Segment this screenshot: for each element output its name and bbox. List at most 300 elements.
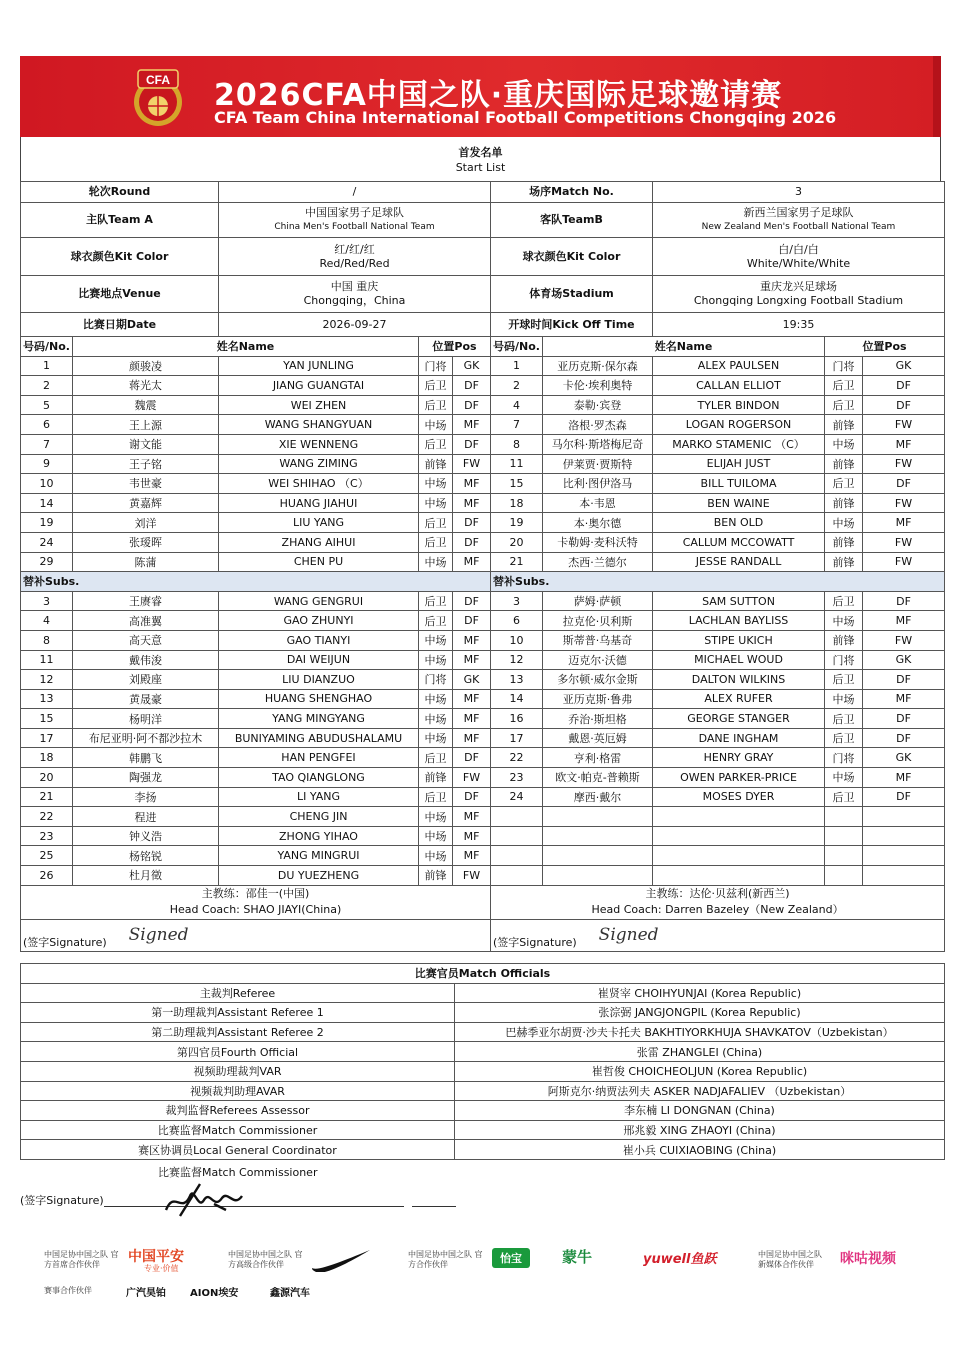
table-row bbox=[21, 434, 945, 454]
player-name-en-a: WANG SHANGYUAN bbox=[219, 415, 419, 435]
player-number-a: 18 bbox=[21, 748, 73, 768]
coach-row bbox=[21, 885, 945, 919]
player-pos-en-b: DF bbox=[863, 376, 945, 396]
player-pos-cn-a: 前锋 bbox=[419, 866, 453, 886]
player-name-cn-a: 刘洋 bbox=[73, 513, 219, 533]
player-name-en-a: LIU DIANZUO bbox=[219, 670, 419, 690]
player-name-en-a: DU YUEZHENG bbox=[219, 866, 419, 886]
player-pos-en-a: DF bbox=[453, 513, 491, 533]
start-list-heading bbox=[20, 137, 941, 181]
player-pos-en-a: MF bbox=[453, 415, 491, 435]
official-row bbox=[21, 1081, 945, 1101]
player-name-en-a: ZHANG AIHUI bbox=[219, 532, 419, 552]
officials-body bbox=[21, 964, 945, 1160]
player-name-cn-b: 斯蒂普·乌基奇 bbox=[543, 630, 653, 650]
player-number-b bbox=[491, 846, 543, 866]
player-name-cn-b: 伊莱贾·贾斯特 bbox=[543, 454, 653, 474]
player-name-en-b: LACHLAN BAYLISS bbox=[653, 611, 825, 631]
player-number-a: 20 bbox=[21, 768, 73, 788]
officials-title: 比赛官员Match Officials bbox=[21, 964, 945, 984]
official-role: 视频助理裁判VAR bbox=[21, 1061, 455, 1081]
official-row bbox=[21, 1042, 945, 1062]
player-number-b: 19 bbox=[491, 513, 543, 533]
player-number-b: 22 bbox=[491, 748, 543, 768]
player-name-en-a: WANG ZIMING bbox=[219, 454, 419, 474]
official-row bbox=[21, 1061, 945, 1081]
kit-a-cn: 红/红/红 bbox=[334, 242, 375, 256]
sponsor-cestbon: 怡宝 bbox=[492, 1248, 530, 1268]
player-name-cn-b: 卡勒姆·麦科沃特 bbox=[543, 532, 653, 552]
table-row bbox=[21, 532, 945, 552]
signature-a bbox=[21, 919, 491, 951]
official-role: 主裁判Referee bbox=[21, 983, 455, 1003]
player-number-a: 14 bbox=[21, 493, 73, 513]
signature-row bbox=[21, 919, 945, 951]
team-a-cn: 中国国家男子足球队 bbox=[305, 206, 404, 219]
player-pos-en-a: MF bbox=[453, 807, 491, 827]
player-name-cn-b: 本·奥尔德 bbox=[543, 513, 653, 533]
official-row bbox=[21, 1140, 945, 1160]
player-name-en-b: HENRY GRAY bbox=[653, 748, 825, 768]
official-row bbox=[21, 1003, 945, 1023]
player-pos-cn-a: 后卫 bbox=[419, 513, 453, 533]
player-number-a: 22 bbox=[21, 807, 73, 827]
player-name-en-a: YAN JUNLING bbox=[219, 356, 419, 376]
player-pos-cn-b: 中场 bbox=[825, 689, 863, 709]
coach-en-b: Head Coach: Darren Bazeley（New Zealand） bbox=[591, 903, 844, 917]
player-number-b: 21 bbox=[491, 552, 543, 572]
official-name: 阿斯克尔·纳贾法列夫 ASKER NADJAFALIEV （Uzbekistan） bbox=[455, 1081, 945, 1101]
stadium-cn: 重庆龙兴足球场 bbox=[760, 280, 837, 293]
subs-label-b: 替补Subs. bbox=[491, 572, 945, 592]
player-pos-en-b: GK bbox=[863, 356, 945, 376]
player-number-b: 10 bbox=[491, 630, 543, 650]
player-pos-cn-a: 中场 bbox=[419, 552, 453, 572]
team-a-en: China Men's Football National Team bbox=[274, 222, 435, 232]
player-number-b: 2 bbox=[491, 376, 543, 396]
player-pos-cn-b: 后卫 bbox=[825, 709, 863, 729]
player-pos-en-a: DF bbox=[453, 376, 491, 396]
player-pos-cn-b: 前锋 bbox=[825, 552, 863, 572]
player-name-cn-a: 钟义浩 bbox=[73, 826, 219, 846]
signature-label-b: (签字Signature) bbox=[493, 935, 577, 949]
player-pos-cn-b bbox=[825, 866, 863, 886]
player-pos-cn-b: 中场 bbox=[825, 513, 863, 533]
player-pos-en-a: GK bbox=[453, 670, 491, 690]
table-row bbox=[21, 807, 945, 827]
player-pos-en-b bbox=[863, 866, 945, 886]
player-name-en-b: CALLUM MCCOWATT bbox=[653, 532, 825, 552]
player-pos-en-b: DF bbox=[863, 474, 945, 494]
player-pos-cn-a: 门将 bbox=[419, 670, 453, 690]
player-name-en-a: LI YANG bbox=[219, 787, 419, 807]
player-pos-cn-b: 前锋 bbox=[825, 415, 863, 435]
player-number-a: 2 bbox=[21, 376, 73, 396]
venue-label: 比赛地点Venue bbox=[21, 276, 219, 313]
player-name-cn-b: 亨利·格雷 bbox=[543, 748, 653, 768]
kickoff-label: 开球时间Kick Off Time bbox=[491, 313, 653, 337]
sponsor-yuwell: yuwell鱼跃 bbox=[643, 1252, 717, 1267]
player-name-en-a: GAO TIANYI bbox=[219, 630, 419, 650]
coach-cn-a: 主教练：邵佳一(中国) bbox=[201, 887, 310, 901]
player-name-cn-b: 亚历克斯·鲁弗 bbox=[543, 689, 653, 709]
match-info-table bbox=[20, 181, 945, 337]
player-name-cn-a: 王子铭 bbox=[73, 454, 219, 474]
player-pos-cn-b: 中场 bbox=[825, 434, 863, 454]
player-pos-cn-a: 中场 bbox=[419, 846, 453, 866]
player-pos-en-a: DF bbox=[453, 591, 491, 611]
table-row bbox=[21, 513, 945, 533]
player-pos-cn-b: 门将 bbox=[825, 356, 863, 376]
player-name-cn-b: 泰勒·宾登 bbox=[543, 395, 653, 415]
player-name-en-b: DALTON WILKINS bbox=[653, 670, 825, 690]
player-number-b: 13 bbox=[491, 670, 543, 690]
cfa-logo-icon bbox=[130, 68, 186, 130]
player-name-cn-b: 摩西·戴尔 bbox=[543, 787, 653, 807]
player-name-cn-a: 高天意 bbox=[73, 630, 219, 650]
player-pos-cn-a: 后卫 bbox=[419, 748, 453, 768]
official-name: 巴赫季亚尔胡贾·沙夫卡托夫 BAKHTIYORKHUJA SHAVKATOV（Uzbekistan） bbox=[455, 1022, 945, 1042]
player-number-b: 24 bbox=[491, 787, 543, 807]
match-no-label: 场序Match No. bbox=[491, 182, 653, 203]
official-name: 张雷 ZHANGLEI (China) bbox=[455, 1042, 945, 1062]
player-pos-cn-b: 后卫 bbox=[825, 728, 863, 748]
title-cn: 2026CFA中国之队·重庆国际足球邀请赛 bbox=[214, 78, 783, 113]
player-name-en-b bbox=[653, 807, 825, 827]
col-name-a: 姓名Name bbox=[73, 337, 419, 357]
subs-header-row bbox=[21, 572, 945, 592]
player-name-en-b: MICHAEL WOUD bbox=[653, 650, 825, 670]
sponsor-aion: AION埃安 bbox=[190, 1288, 239, 1299]
player-name-en-b: BEN WAINE bbox=[653, 493, 825, 513]
player-number-b: 7 bbox=[491, 415, 543, 435]
player-number-a: 25 bbox=[21, 846, 73, 866]
table-row bbox=[21, 474, 945, 494]
player-name-cn-a: 黄晟豪 bbox=[73, 689, 219, 709]
player-name-en-b: SAM SUTTON bbox=[653, 591, 825, 611]
player-name-cn-a: 魏震 bbox=[73, 395, 219, 415]
player-name-en-a: WANG GENGRUI bbox=[219, 591, 419, 611]
stadium-en: Chongqing Longxing Football Stadium bbox=[693, 294, 904, 307]
coach-cn-b: 主教练：达伦·贝兹利(新西兰) bbox=[645, 887, 790, 901]
player-pos-cn-b: 前锋 bbox=[825, 454, 863, 474]
player-name-en-b bbox=[653, 846, 825, 866]
players-table bbox=[20, 336, 945, 952]
player-pos-cn-a: 中场 bbox=[419, 415, 453, 435]
official-name: 崔哲俊 CHOICHEOLJUN (Korea Republic) bbox=[455, 1061, 945, 1081]
official-row bbox=[21, 1022, 945, 1042]
commissioner-label: 比赛监督Match Commissioner bbox=[158, 1166, 318, 1179]
player-pos-cn-a: 后卫 bbox=[419, 591, 453, 611]
official-name: 崔贤宰 CHOIHYUNJAI (Korea Republic) bbox=[455, 983, 945, 1003]
team-b-cn: 新西兰国家男子足球队 bbox=[743, 206, 854, 219]
column-header-row bbox=[21, 337, 945, 357]
date-label: 比赛日期Date bbox=[21, 313, 219, 337]
official-name: 邢兆毅 XING ZHAOYI (China) bbox=[455, 1120, 945, 1140]
player-number-b bbox=[491, 866, 543, 886]
team-a-name bbox=[219, 203, 491, 238]
player-number-a: 24 bbox=[21, 532, 73, 552]
kickoff-value: 19:35 bbox=[653, 313, 945, 337]
table-row bbox=[21, 748, 945, 768]
player-pos-cn-b: 后卫 bbox=[825, 395, 863, 415]
player-pos-en-a: MF bbox=[453, 728, 491, 748]
player-number-a: 7 bbox=[21, 434, 73, 454]
player-number-b: 20 bbox=[491, 532, 543, 552]
player-name-cn-b bbox=[543, 826, 653, 846]
player-number-b: 12 bbox=[491, 650, 543, 670]
kit-b-cn: 白/白/白 bbox=[778, 242, 819, 256]
player-name-en-a: CHENG JIN bbox=[219, 807, 419, 827]
player-pos-en-a: DF bbox=[453, 532, 491, 552]
sponsor-label-5: 赛事合作伙伴 bbox=[44, 1286, 92, 1295]
player-name-cn-a: 王上源 bbox=[73, 415, 219, 435]
stadium bbox=[653, 276, 945, 313]
team-b-name bbox=[653, 203, 945, 238]
player-name-cn-b: 迈克尔·沃德 bbox=[543, 650, 653, 670]
player-name-cn-a: 杜月徵 bbox=[73, 866, 219, 886]
player-pos-en-a: DF bbox=[453, 748, 491, 768]
player-name-cn-a: 程进 bbox=[73, 807, 219, 827]
player-name-en-a: ZHONG YIHAO bbox=[219, 826, 419, 846]
kit-b-en: White/White/White bbox=[746, 256, 851, 270]
player-pos-en-b: FW bbox=[863, 630, 945, 650]
player-pos-en-b: DF bbox=[863, 591, 945, 611]
player-pos-en-b: DF bbox=[863, 728, 945, 748]
player-pos-cn-a: 中场 bbox=[419, 728, 453, 748]
banner-stripe bbox=[933, 56, 941, 137]
player-name-en-a: HAN PENGFEI bbox=[219, 748, 419, 768]
player-name-en-b bbox=[653, 866, 825, 886]
player-name-en-b: BEN OLD bbox=[653, 513, 825, 533]
table-row bbox=[21, 552, 945, 572]
match-no-value: 3 bbox=[653, 182, 945, 203]
official-role: 赛区协调员Local General Coordinator bbox=[21, 1140, 455, 1160]
player-number-a: 4 bbox=[21, 611, 73, 631]
player-pos-en-a: DF bbox=[453, 434, 491, 454]
player-pos-en-b bbox=[863, 807, 945, 827]
player-pos-cn-a: 门将 bbox=[419, 356, 453, 376]
table-row bbox=[21, 493, 945, 513]
signature-b bbox=[491, 919, 945, 951]
col-name-b: 姓名Name bbox=[543, 337, 825, 357]
player-name-en-a: YANG MINGYANG bbox=[219, 709, 419, 729]
player-name-cn-b: 拉克伦·贝利斯 bbox=[543, 611, 653, 631]
player-name-en-a: HUANG SHENGHAO bbox=[219, 689, 419, 709]
player-name-en-a: XIE WENNENG bbox=[219, 434, 419, 454]
player-pos-cn-b: 后卫 bbox=[825, 670, 863, 690]
table-row bbox=[21, 826, 945, 846]
player-number-a: 26 bbox=[21, 866, 73, 886]
player-name-en-b: MARKO STAMENIC （C） bbox=[653, 434, 825, 454]
round-label: 轮次Round bbox=[21, 182, 219, 203]
player-name-en-b: ALEX PAULSEN bbox=[653, 356, 825, 376]
player-name-cn-b: 比利·图伊洛马 bbox=[543, 474, 653, 494]
player-number-a: 13 bbox=[21, 689, 73, 709]
player-name-en-b: JESSE RANDALL bbox=[653, 552, 825, 572]
player-name-cn-a: 陈蒲 bbox=[73, 552, 219, 572]
player-number-b bbox=[491, 826, 543, 846]
table-row bbox=[21, 415, 945, 435]
player-pos-cn-b bbox=[825, 846, 863, 866]
col-no-b: 号码/No. bbox=[491, 337, 543, 357]
player-name-en-a: CHEN PU bbox=[219, 552, 419, 572]
sponsor-xinyuan: 鑫源汽车 bbox=[270, 1288, 310, 1299]
table-row bbox=[21, 846, 945, 866]
player-pos-en-a: MF bbox=[453, 474, 491, 494]
table-row bbox=[21, 591, 945, 611]
venue bbox=[219, 276, 491, 313]
venue-cn: 中国 重庆 bbox=[330, 280, 379, 293]
header-banner bbox=[20, 56, 941, 137]
player-name-cn-b: 乔治·斯坦格 bbox=[543, 709, 653, 729]
player-name-en-b: DANE INGHAM bbox=[653, 728, 825, 748]
sponsors-strip bbox=[40, 1244, 940, 1304]
table-row bbox=[21, 768, 945, 788]
player-name-en-a: GAO ZHUNYI bbox=[219, 611, 419, 631]
player-number-b bbox=[491, 807, 543, 827]
player-pos-cn-a: 前锋 bbox=[419, 454, 453, 474]
player-pos-cn-b bbox=[825, 826, 863, 846]
sponsor-mengniu: 蒙牛 bbox=[562, 1248, 593, 1266]
start-list-cn: 首发名单 bbox=[458, 146, 503, 159]
player-pos-cn-b: 中场 bbox=[825, 768, 863, 788]
player-pos-en-a: DF bbox=[453, 787, 491, 807]
signature-line-short bbox=[412, 1206, 456, 1207]
official-name: 张淙弼 JANGJONGPIL (Korea Republic) bbox=[455, 1003, 945, 1023]
player-name-en-b bbox=[653, 826, 825, 846]
player-number-a: 11 bbox=[21, 650, 73, 670]
player-number-a: 8 bbox=[21, 630, 73, 650]
team-a-label: 主队Team A bbox=[21, 203, 219, 238]
table-row bbox=[21, 787, 945, 807]
player-number-b: 17 bbox=[491, 728, 543, 748]
player-pos-en-a: FW bbox=[453, 768, 491, 788]
player-pos-en-b: MF bbox=[863, 611, 945, 631]
player-number-b: 23 bbox=[491, 768, 543, 788]
table-row bbox=[21, 630, 945, 650]
sponsor-hyptec: 广汽昊铂 bbox=[126, 1288, 166, 1299]
player-name-cn-a: 李扬 bbox=[73, 787, 219, 807]
stadium-label: 体育场Stadium bbox=[491, 276, 653, 313]
player-name-cn-b: 亚历克斯·保尔森 bbox=[543, 356, 653, 376]
sponsor-label-3: 中国足协中国之队 官方合作伙伴 bbox=[408, 1250, 483, 1269]
player-pos-cn-a: 中场 bbox=[419, 689, 453, 709]
player-pos-en-b: FW bbox=[863, 532, 945, 552]
player-pos-cn-b: 后卫 bbox=[825, 376, 863, 396]
player-pos-en-b: GK bbox=[863, 748, 945, 768]
player-number-b: 6 bbox=[491, 611, 543, 631]
subs-label-a: 替补Subs. bbox=[21, 572, 491, 592]
player-pos-cn-a: 中场 bbox=[419, 709, 453, 729]
player-pos-cn-b: 前锋 bbox=[825, 493, 863, 513]
kit-a-label: 球衣颜色Kit Color bbox=[21, 238, 219, 276]
player-name-cn-a: 陶强龙 bbox=[73, 768, 219, 788]
player-name-en-b: ELIJAH JUST bbox=[653, 454, 825, 474]
team-b-label: 客队TeamB bbox=[491, 203, 653, 238]
table-row bbox=[21, 356, 945, 376]
player-number-b: 16 bbox=[491, 709, 543, 729]
player-pos-en-a: FW bbox=[453, 454, 491, 474]
player-name-en-b: OWEN PARKER-PRICE bbox=[653, 768, 825, 788]
player-number-a: 29 bbox=[21, 552, 73, 572]
player-number-b: 18 bbox=[491, 493, 543, 513]
player-name-cn-b: 戴恩·英厄姆 bbox=[543, 728, 653, 748]
venue-en: Chongqing，China bbox=[303, 294, 406, 307]
player-name-en-a: LIU YANG bbox=[219, 513, 419, 533]
player-pos-cn-b: 门将 bbox=[825, 650, 863, 670]
team-b-en: New Zealand Men's Football National Team bbox=[701, 222, 896, 232]
player-pos-en-a: MF bbox=[453, 630, 491, 650]
player-number-a: 17 bbox=[21, 728, 73, 748]
kit-b-label: 球衣颜色Kit Color bbox=[491, 238, 653, 276]
player-name-cn-b: 杰西·兰德尔 bbox=[543, 552, 653, 572]
player-name-en-b: GEORGE STANGER bbox=[653, 709, 825, 729]
player-name-en-a: JIANG GUANGTAI bbox=[219, 376, 419, 396]
player-number-a: 10 bbox=[21, 474, 73, 494]
player-number-b: 3 bbox=[491, 591, 543, 611]
player-name-cn-b: 多尔顿·威尔金斯 bbox=[543, 670, 653, 690]
player-pos-cn-a: 中场 bbox=[419, 807, 453, 827]
player-pos-en-b: DF bbox=[863, 787, 945, 807]
player-name-cn-b bbox=[543, 866, 653, 886]
player-pos-cn-a: 中场 bbox=[419, 826, 453, 846]
player-pos-en-a: MF bbox=[453, 493, 491, 513]
player-pos-en-b bbox=[863, 846, 945, 866]
signed-mark-b: Signed bbox=[598, 924, 659, 945]
player-name-en-a: HUANG JIAHUI bbox=[219, 493, 419, 513]
commissioner-signoff bbox=[20, 1160, 944, 1220]
player-pos-en-b: MF bbox=[863, 434, 945, 454]
col-no-a: 号码/No. bbox=[21, 337, 73, 357]
player-pos-en-a: MF bbox=[453, 689, 491, 709]
sponsor-migu: 咪咕视频 bbox=[840, 1251, 896, 1267]
player-number-a: 21 bbox=[21, 787, 73, 807]
col-pos-a: 位置Pos bbox=[419, 337, 491, 357]
player-name-en-b: BILL TUILOMA bbox=[653, 474, 825, 494]
player-name-en-a: BUNIYAMING ABUDUSHALAMU bbox=[219, 728, 419, 748]
player-name-en-b: TYLER BINDON bbox=[653, 395, 825, 415]
player-pos-en-b: FW bbox=[863, 493, 945, 513]
sponsor-pingan: 中国平安 bbox=[128, 1249, 184, 1265]
player-pos-cn-a: 中场 bbox=[419, 493, 453, 513]
player-name-en-b: ALEX RUFER bbox=[653, 689, 825, 709]
official-role: 第四官员Fourth Official bbox=[21, 1042, 455, 1062]
player-pos-en-a: MF bbox=[453, 846, 491, 866]
official-role: 第一助理裁判Assistant Referee 1 bbox=[21, 1003, 455, 1023]
player-name-cn-a: 蒋光太 bbox=[73, 376, 219, 396]
sponsor-label-1: 中国足协中国之队 官方首席合作伙伴 bbox=[44, 1250, 119, 1269]
official-role: 第二助理裁判Assistant Referee 2 bbox=[21, 1022, 455, 1042]
kit-a bbox=[219, 238, 491, 276]
player-name-cn-a: 韩鹏飞 bbox=[73, 748, 219, 768]
player-pos-en-a: MF bbox=[453, 709, 491, 729]
player-name-en-b: STIPE UKICH bbox=[653, 630, 825, 650]
official-role: 比赛监督Match Commissioner bbox=[21, 1120, 455, 1140]
players-body bbox=[21, 337, 945, 952]
sponsor-pingan-sub: 专业·价值 bbox=[144, 1264, 179, 1273]
table-row bbox=[21, 611, 945, 631]
official-row bbox=[21, 1101, 945, 1121]
table-row bbox=[21, 689, 945, 709]
signed-mark-a: Signed bbox=[128, 924, 189, 945]
player-pos-cn-b: 前锋 bbox=[825, 630, 863, 650]
sponsor-label-2: 中国足协中国之队 官方高级合作伙伴 bbox=[228, 1250, 303, 1269]
player-name-en-a: WEI ZHEN bbox=[219, 395, 419, 415]
kit-b bbox=[653, 238, 945, 276]
player-pos-cn-a: 后卫 bbox=[419, 434, 453, 454]
player-name-en-a: WEI SHIHAO （C） bbox=[219, 474, 419, 494]
